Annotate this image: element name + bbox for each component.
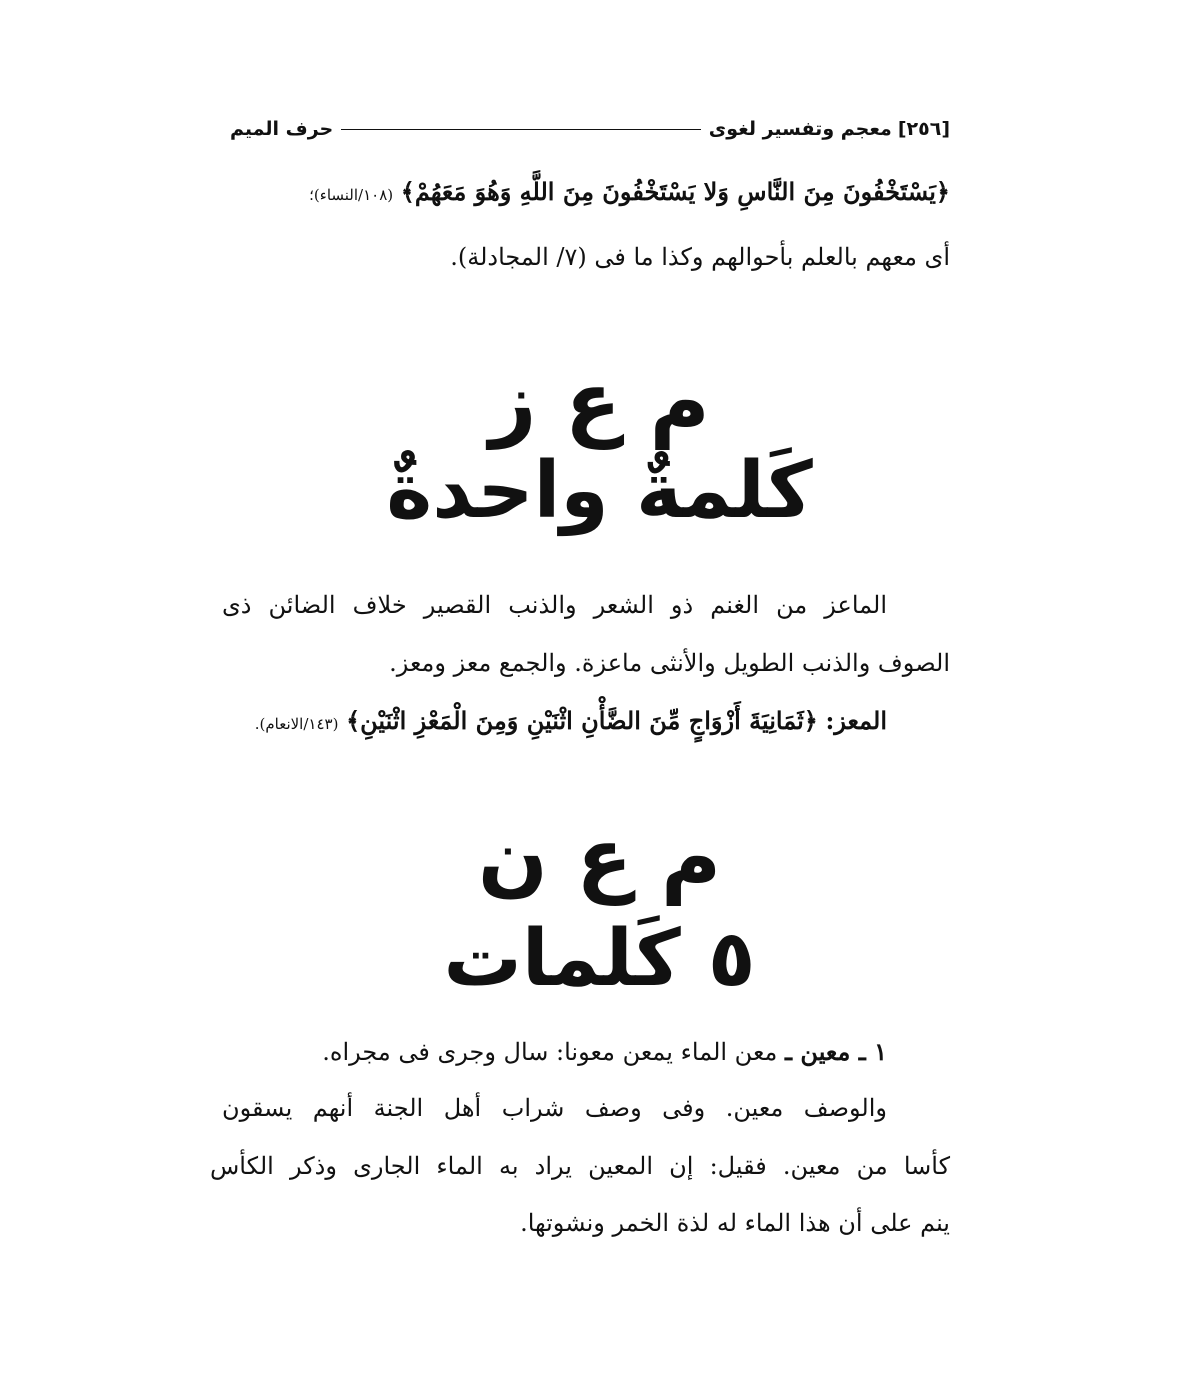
entry-label: المعز:: [825, 706, 887, 735]
word-count-mn: ٥ كَلمات: [443, 914, 756, 1004]
item-label: ١ ـ معين ـ: [785, 1037, 887, 1066]
word-count-mz: كَلمةٌ واحدةٌ: [386, 446, 813, 536]
item-text: معن الماء يمعن معونا: سال وجرى فى مجراه.: [322, 1038, 778, 1066]
verse-reference: (١٠٨/النساء)؛: [309, 186, 394, 204]
item-line-4: ينم على أن هذا الماء له لذة الخمر ونشوتها.: [520, 1209, 950, 1237]
item-line-3: كأسا من معين. فقيل: إن المعين يراد به الماء الجارى وذكر الكأس: [210, 1152, 950, 1180]
item-line-1: [222, 1036, 887, 1068]
definition-line-2: الصوف والذنب الطويل والأنثى ماعزة. والجمع معز ومعز.: [389, 649, 950, 677]
item-line-2: والوصف معين. وفى وصف شراب أهل الجنة أنهم يسقون: [222, 1094, 887, 1122]
page-number: [٢٥٦]: [897, 118, 950, 140]
running-header: [230, 113, 950, 145]
section-title: حرف الميم: [230, 118, 334, 140]
verse-reference: (١٤٣/الانعام).: [254, 715, 339, 733]
explanation-line: أى معهم بالعلم بأحوالهم وكذا ما فى (٧/ المجادلة).: [450, 243, 950, 271]
header-rule: [341, 129, 701, 130]
quran-verse: ﴿ثَمَانِيَةَ أَزْوَاجٍ مِّنَ الضَّأْنِ اثْنَيْنِ وَمِنَ الْمَعْزِ اثْنَيْنِ﴾: [346, 706, 818, 735]
book-title: معجم وتفسير لغوى: [708, 118, 892, 140]
quran-verse: ﴿يَسْتَخْفُونَ مِنَ النَّاسِ وَلا يَسْتَخْفُونَ مِنَ اللَّهِ وَهُوَ مَعَهُمْ﴾: [400, 177, 950, 206]
root-heading-mn: م ع ن: [477, 811, 722, 906]
definition-line-1: الماعز من الغنم ذو الشعر والذنب القصير خلاف الضائن ذى: [222, 591, 888, 619]
root-heading-mz: م ع ز: [489, 355, 710, 450]
verse-line-anam: [222, 705, 887, 737]
verse-line-nisa: [210, 176, 950, 208]
